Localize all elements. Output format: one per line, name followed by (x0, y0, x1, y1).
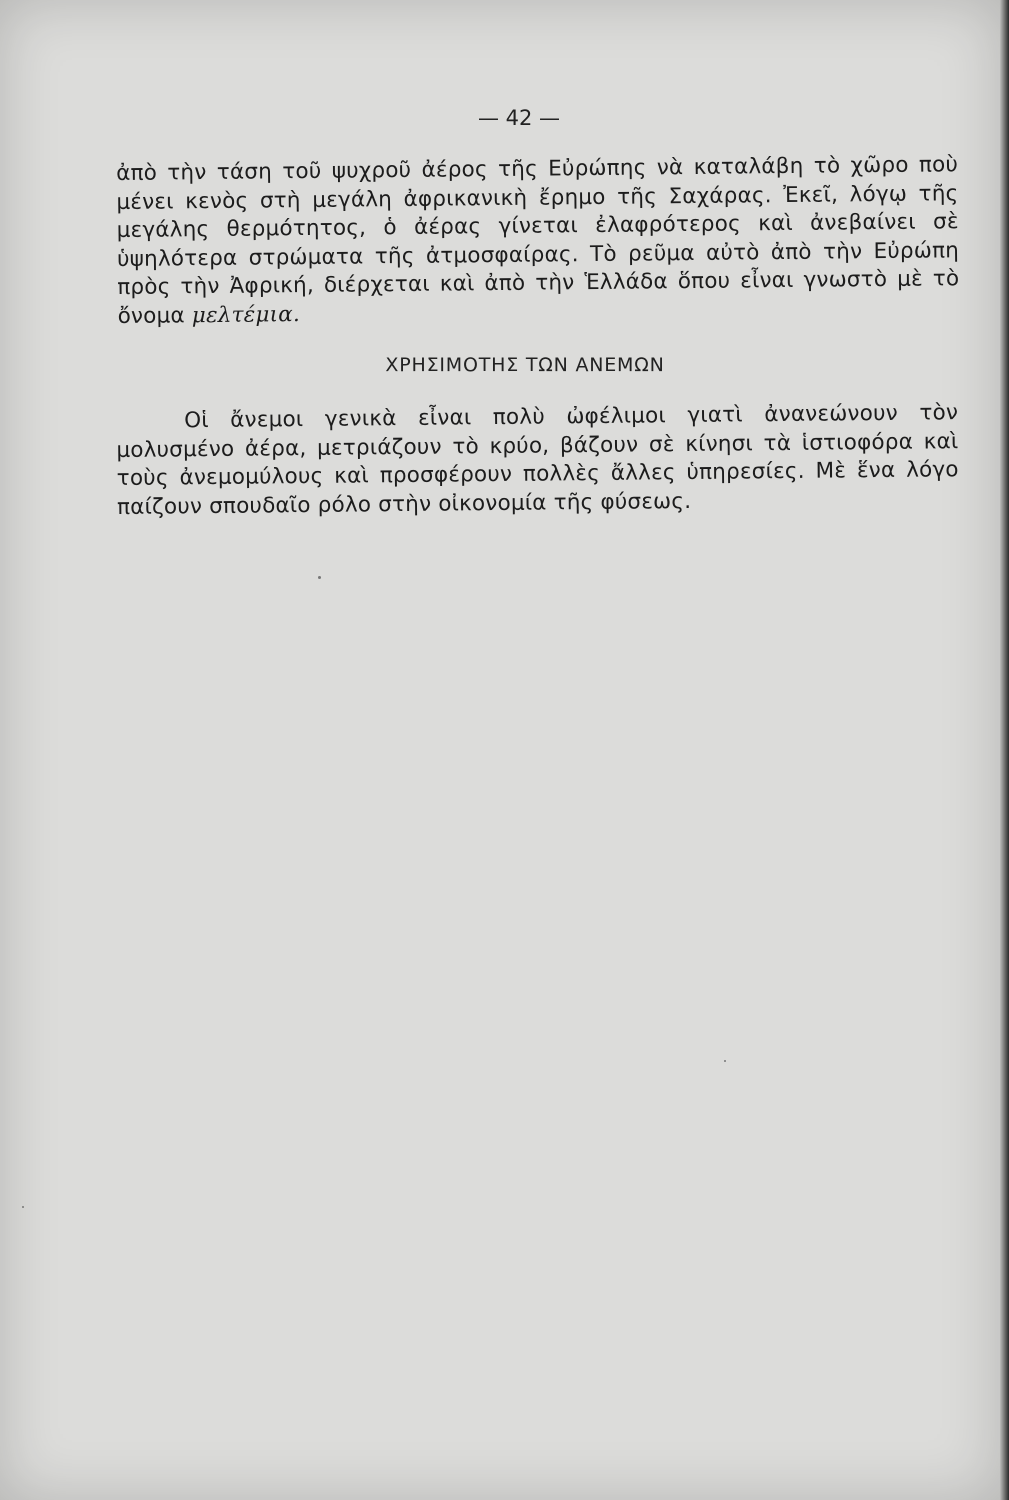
paragraph-continued (116, 151, 960, 331)
page-edge (1000, 0, 1009, 1500)
italic-term: μελτέμια. (191, 302, 301, 329)
page-number: — 42 — (477, 106, 561, 130)
paper-speck (318, 576, 321, 579)
section-heading: ΧΡΗΣΙΜΟΤΗΣ ΤΩΝ ΑΝΕΜΩΝ (385, 354, 665, 376)
paper-speck (22, 1206, 24, 1208)
paragraph-text: ἀπὸ τὴν τάση τοῦ ψυχροῦ ἀέρος τῆς Εὐρώπης νὰ καταλάβη τὸ χῶρο ποὺ μένει κενὸς στὴ μεγάλη ἀφρικανικὴ ἔρημο τῆς Σαχάρας. Ἐκεῖ, λόγῳ τῆς μεγάλης θερμότητος, ὁ ἀέρας γίνεται ἐλαφρότερος καὶ ἀνεβαίνει σὲ ὑψηλότερα στρώματα τῆς ἀτμοσφαίρας. Τὸ ρεῦμα αὐτὸ ἀπὸ τὴν Εὐρώπη πρὸς τὴν Ἀφρική, διέρχεται καὶ ἀπὸ τὴν Ἑλλάδα ὅπου εἶναι γνωστὸ μὲ τὸ ὄνομα (116, 152, 960, 329)
paper-speck (724, 1060, 726, 1062)
paragraph-winds-usefulness: Οἱ ἄνεμοι γενικὰ εἶναι πολὺ ὠφέλιμοι γιατὶ ἀνανεώνουν τὸν μολυσμένο ἀέρα, μετριάζουν τὸ κρύο, βάζουν σὲ κίνησι τὰ ἱστιοφόρα καὶ τοὺς ἀνεμομύλους καὶ προσφέρουν πολλὲς ἄλλες ὑπηρεσίες. Μὲ ἕνα λόγο παίζουν σπουδαῖο ρόλο στὴν οἰκονομία τῆς φύσεως. (116, 400, 959, 520)
